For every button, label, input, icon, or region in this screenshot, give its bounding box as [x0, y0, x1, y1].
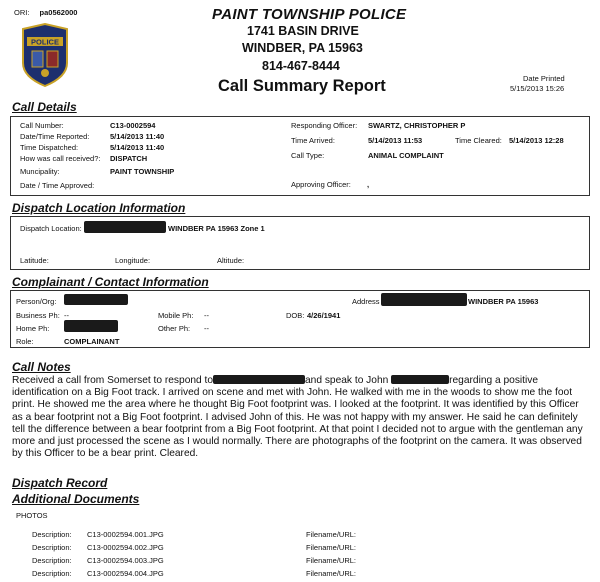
ori-label: ORI:	[14, 8, 30, 17]
officer-label: Responding Officer:	[291, 121, 358, 130]
police-badge-icon	[20, 23, 70, 87]
business-phone-value: --	[64, 311, 69, 320]
complainant-heading: Complainant / Contact Information	[12, 275, 209, 289]
report-title: Call Summary Report	[218, 77, 386, 95]
doc-desc-label: Description:	[32, 543, 72, 552]
doc-desc-label: Description:	[32, 556, 72, 565]
doc-desc-value[interactable]: C13-0002594.004.JPG	[87, 569, 164, 578]
call-number-label: Call Number:	[20, 121, 64, 130]
dispatched-label: Time Dispatched:	[20, 143, 79, 152]
notes-part3: regarding a positive identification on a Big Foot track. I arrived on scene and met with John. He walked with me in the woods to show me the foot print. He showed me the area where he thought Big Foot footprint was. I looked at the footprint. It was identified by this Officer as a bear footprint not a Big Foot footprint. I advised John of this. He was not happy with my answer. He said he can definitely tell the difference between a bear footprint from a Big Foot footprint. At that point I decided not to argue with the gentleman any more and just processed the scene as I would normally. There are photographs of the footprint on the camera. It was observed by this Officer to be a bear print. Cleared.	[12, 375, 583, 460]
doc-file-label: Filename/URL:	[306, 569, 357, 578]
latitude-label: Latitude:	[20, 256, 49, 265]
redacted-notes-1	[213, 375, 305, 384]
notes-part1: Received a call from Somerset to respond to	[12, 375, 214, 386]
reported-label: Date/Time Reported:	[20, 132, 90, 141]
approving-officer-label: Approving Officer:	[291, 180, 351, 189]
call-type-label: Call Type:	[291, 151, 325, 160]
role-label: Role:	[16, 337, 34, 346]
doc-desc-label: Description:	[32, 569, 72, 578]
business-phone-label: Business Ph:	[16, 311, 60, 320]
officer-value: SWARTZ, CHRISTOPHER P	[368, 121, 466, 130]
doc-desc-label: Description:	[32, 530, 72, 539]
other-phone-label: Other Ph:	[158, 324, 191, 333]
dispatch-record-heading: Dispatch Record	[12, 476, 108, 490]
ori-value: pa0562000	[39, 8, 78, 17]
call-details-heading: Call Details	[12, 100, 77, 114]
ori-line	[14, 8, 77, 17]
photos-label: PHOTOS	[16, 511, 48, 520]
agency-address-line2: WINDBER, PA 15963	[242, 41, 363, 55]
municipality-label: Muncipality:	[20, 167, 60, 176]
date-printed-label: Date Printed	[523, 74, 565, 83]
call-type-value: ANIMAL COMPLAINT	[368, 151, 444, 160]
redacted-notes-2	[391, 375, 449, 384]
dispatch-location-label: Dispatch Location:	[20, 224, 82, 233]
address-value: WINDBER PA 15963	[468, 297, 539, 306]
dob-value: 4/26/1941	[307, 311, 341, 320]
longitude-label: Longitude:	[115, 256, 151, 265]
doc-file-label: Filename/URL:	[306, 530, 357, 539]
arrived-label: Time Arrived:	[291, 136, 335, 145]
badge-text: POLICE	[31, 37, 59, 47]
mobile-phone-value: --	[204, 311, 209, 320]
additional-documents-heading: Additional Documents	[12, 492, 140, 506]
home-phone-label: Home Ph:	[16, 324, 50, 333]
other-phone-value: --	[204, 324, 209, 333]
redacted-address	[381, 293, 467, 306]
cleared-value: 5/14/2013 12:28	[509, 136, 564, 145]
doc-desc-value[interactable]: C13-0002594.001.JPG	[87, 530, 164, 539]
agency-name: PAINT TOWNSHIP POLICE	[212, 6, 407, 23]
dispatched-value: 5/14/2013 11:40	[110, 143, 165, 152]
call-notes-text	[12, 375, 590, 460]
approved-label: Date / Time Approved:	[20, 181, 95, 190]
cleared-label: Time Cleared:	[455, 136, 502, 145]
approving-officer-value: ,	[367, 180, 370, 189]
doc-file-label: Filename/URL:	[306, 556, 357, 565]
mobile-phone-label: Mobile Ph:	[158, 311, 194, 320]
dispatch-location-heading: Dispatch Location Information	[12, 201, 186, 215]
municipality-value: PAINT TOWNSHIP	[110, 167, 175, 176]
arrived-value: 5/14/2013 11:53	[368, 136, 423, 145]
agency-address-line1: 1741 BASIN DRIVE	[247, 24, 359, 38]
agency-phone: 814-467-8444	[262, 59, 340, 73]
date-printed-value: 5/15/2013 15:26	[510, 84, 565, 93]
doc-desc-value[interactable]: C13-0002594.003.JPG	[87, 556, 164, 565]
person-label: Person/Org:	[16, 297, 57, 306]
notes-part2: and speak to John	[305, 375, 389, 386]
doc-file-label: Filename/URL:	[306, 543, 357, 552]
redacted-person	[64, 294, 128, 305]
dispatch-location-value: WINDBER PA 15963 Zone 1	[168, 224, 265, 233]
received-value: DISPATCH	[110, 154, 148, 163]
doc-desc-value[interactable]: C13-0002594.002.JPG	[87, 543, 164, 552]
reported-value: 5/14/2013 11:40	[110, 132, 165, 141]
received-label: How was call received?:	[20, 154, 101, 163]
call-number-value: C13-0002594	[110, 121, 156, 130]
role-value: COMPLAINANT	[64, 337, 120, 346]
address-label: Address	[352, 297, 380, 306]
redacted-location	[84, 221, 166, 233]
dob-label: DOB:	[286, 311, 305, 320]
altitude-label: Altitude:	[217, 256, 245, 265]
call-notes-heading: Call Notes	[12, 360, 71, 374]
redacted-home-phone	[64, 320, 118, 332]
